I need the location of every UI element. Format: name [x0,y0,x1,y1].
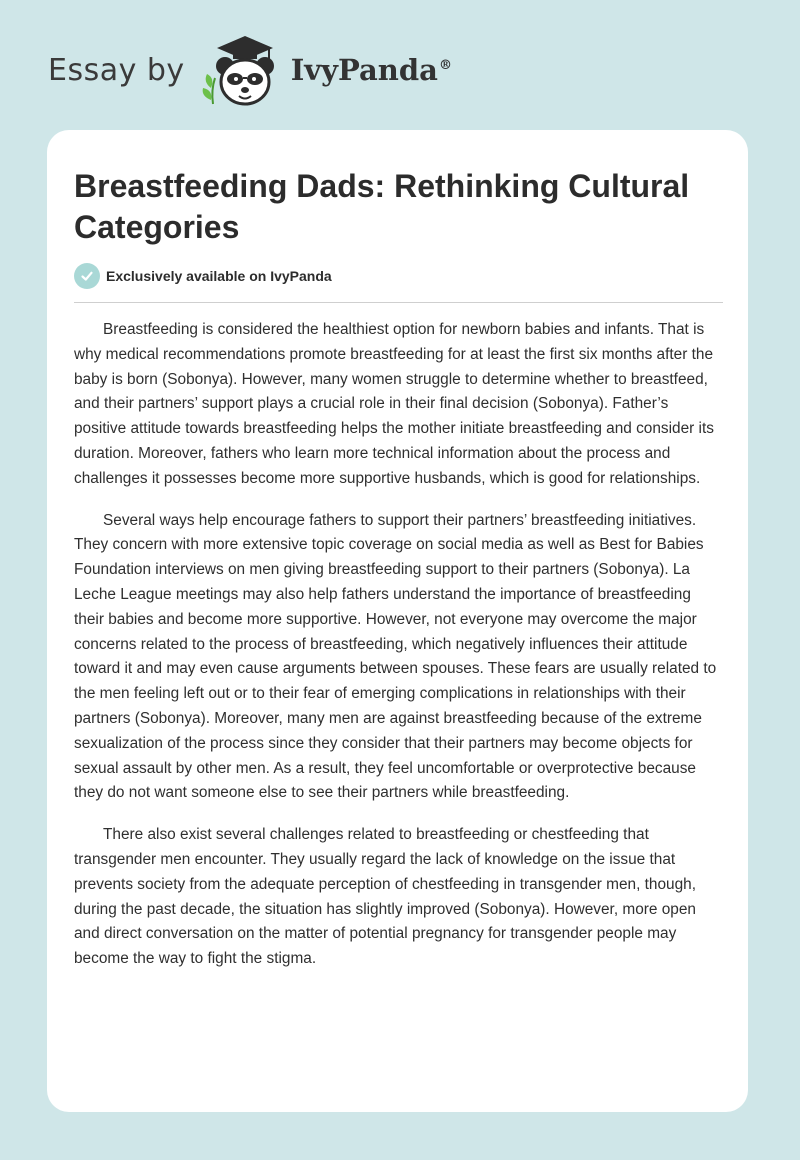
panda-graduate-icon [199,30,285,110]
essay-body [74,318,724,989]
title-divider [74,302,723,303]
paragraph-2: Several ways help encourage fathers to support their partners’ breastfeeding initiatives. They concern with more extensive topic coverage on social media as well as Best for Babies Foundation interviews on men giving breastfeeding support to their partners (Sobonya). La Leche League meetings may also help fathers understand the importance of breastfeeding their babies and become more supportive. However, not everyone may overcome the major concerns related to the process of breastfeeding, which negatively influences their attitude toward it and may even cause arguments between spouses. These fears are usually related to the men feeling left out or to their fear of emerging complications in relationships with their partners (Sobonya). Moreover, many men are against breastfeeding because of the extreme sexualization of the process since they consider that their partners may become objects for sexual assault by other men. As a result, they feel uncomfortable or overprotective because they do not want someone else to see their partners while breastfeeding. [74,511,717,802]
paragraph-3: There also exist several challenges related to breastfeeding or chestfeeding that transgender men encounter. They usually regard the lack of knowledge on the issue that prevents society from the adequate perception of chestfeeding in transgender men, though, during the past decade, the situation has slightly improved (Sobonya). However, more open and direct conversation on the matter of potential pregnancy for transgender people may become the way to fight the stigma. [74,826,697,968]
site-header [48,30,452,110]
essay-by-label: Essay by [48,52,185,88]
brand-name-text: IvyPanda [290,53,438,87]
essay-title: Breastfeeding Dads: Rethinking Cultural Categories [74,168,690,245]
check-icon [74,263,100,289]
exclusive-badge [74,263,332,289]
exclusive-badge-text: Exclusively available on IvyPanda [106,268,332,284]
essay-card [47,130,748,1112]
brand-name[interactable] [291,53,452,87]
registered-mark: ® [438,58,452,74]
paragraph-1: Breastfeeding is considered the healthiest option for newborn babies and infants. That is why medical recommendations promote breastfeeding for at least the first six months after the baby is born (Sobonya). However, many women struggle to determine whether to breastfeed, and their partners’ support plays a crucial role in their final decision (Sobonya). Father’s positive attitude towards breastfeeding helps the mother initiate breastfeeding and consider its duration. Moreover, fathers who learn more technical information about the process and challenges it possesses become more supportive husbands, which is good for relationships. [74,321,714,487]
